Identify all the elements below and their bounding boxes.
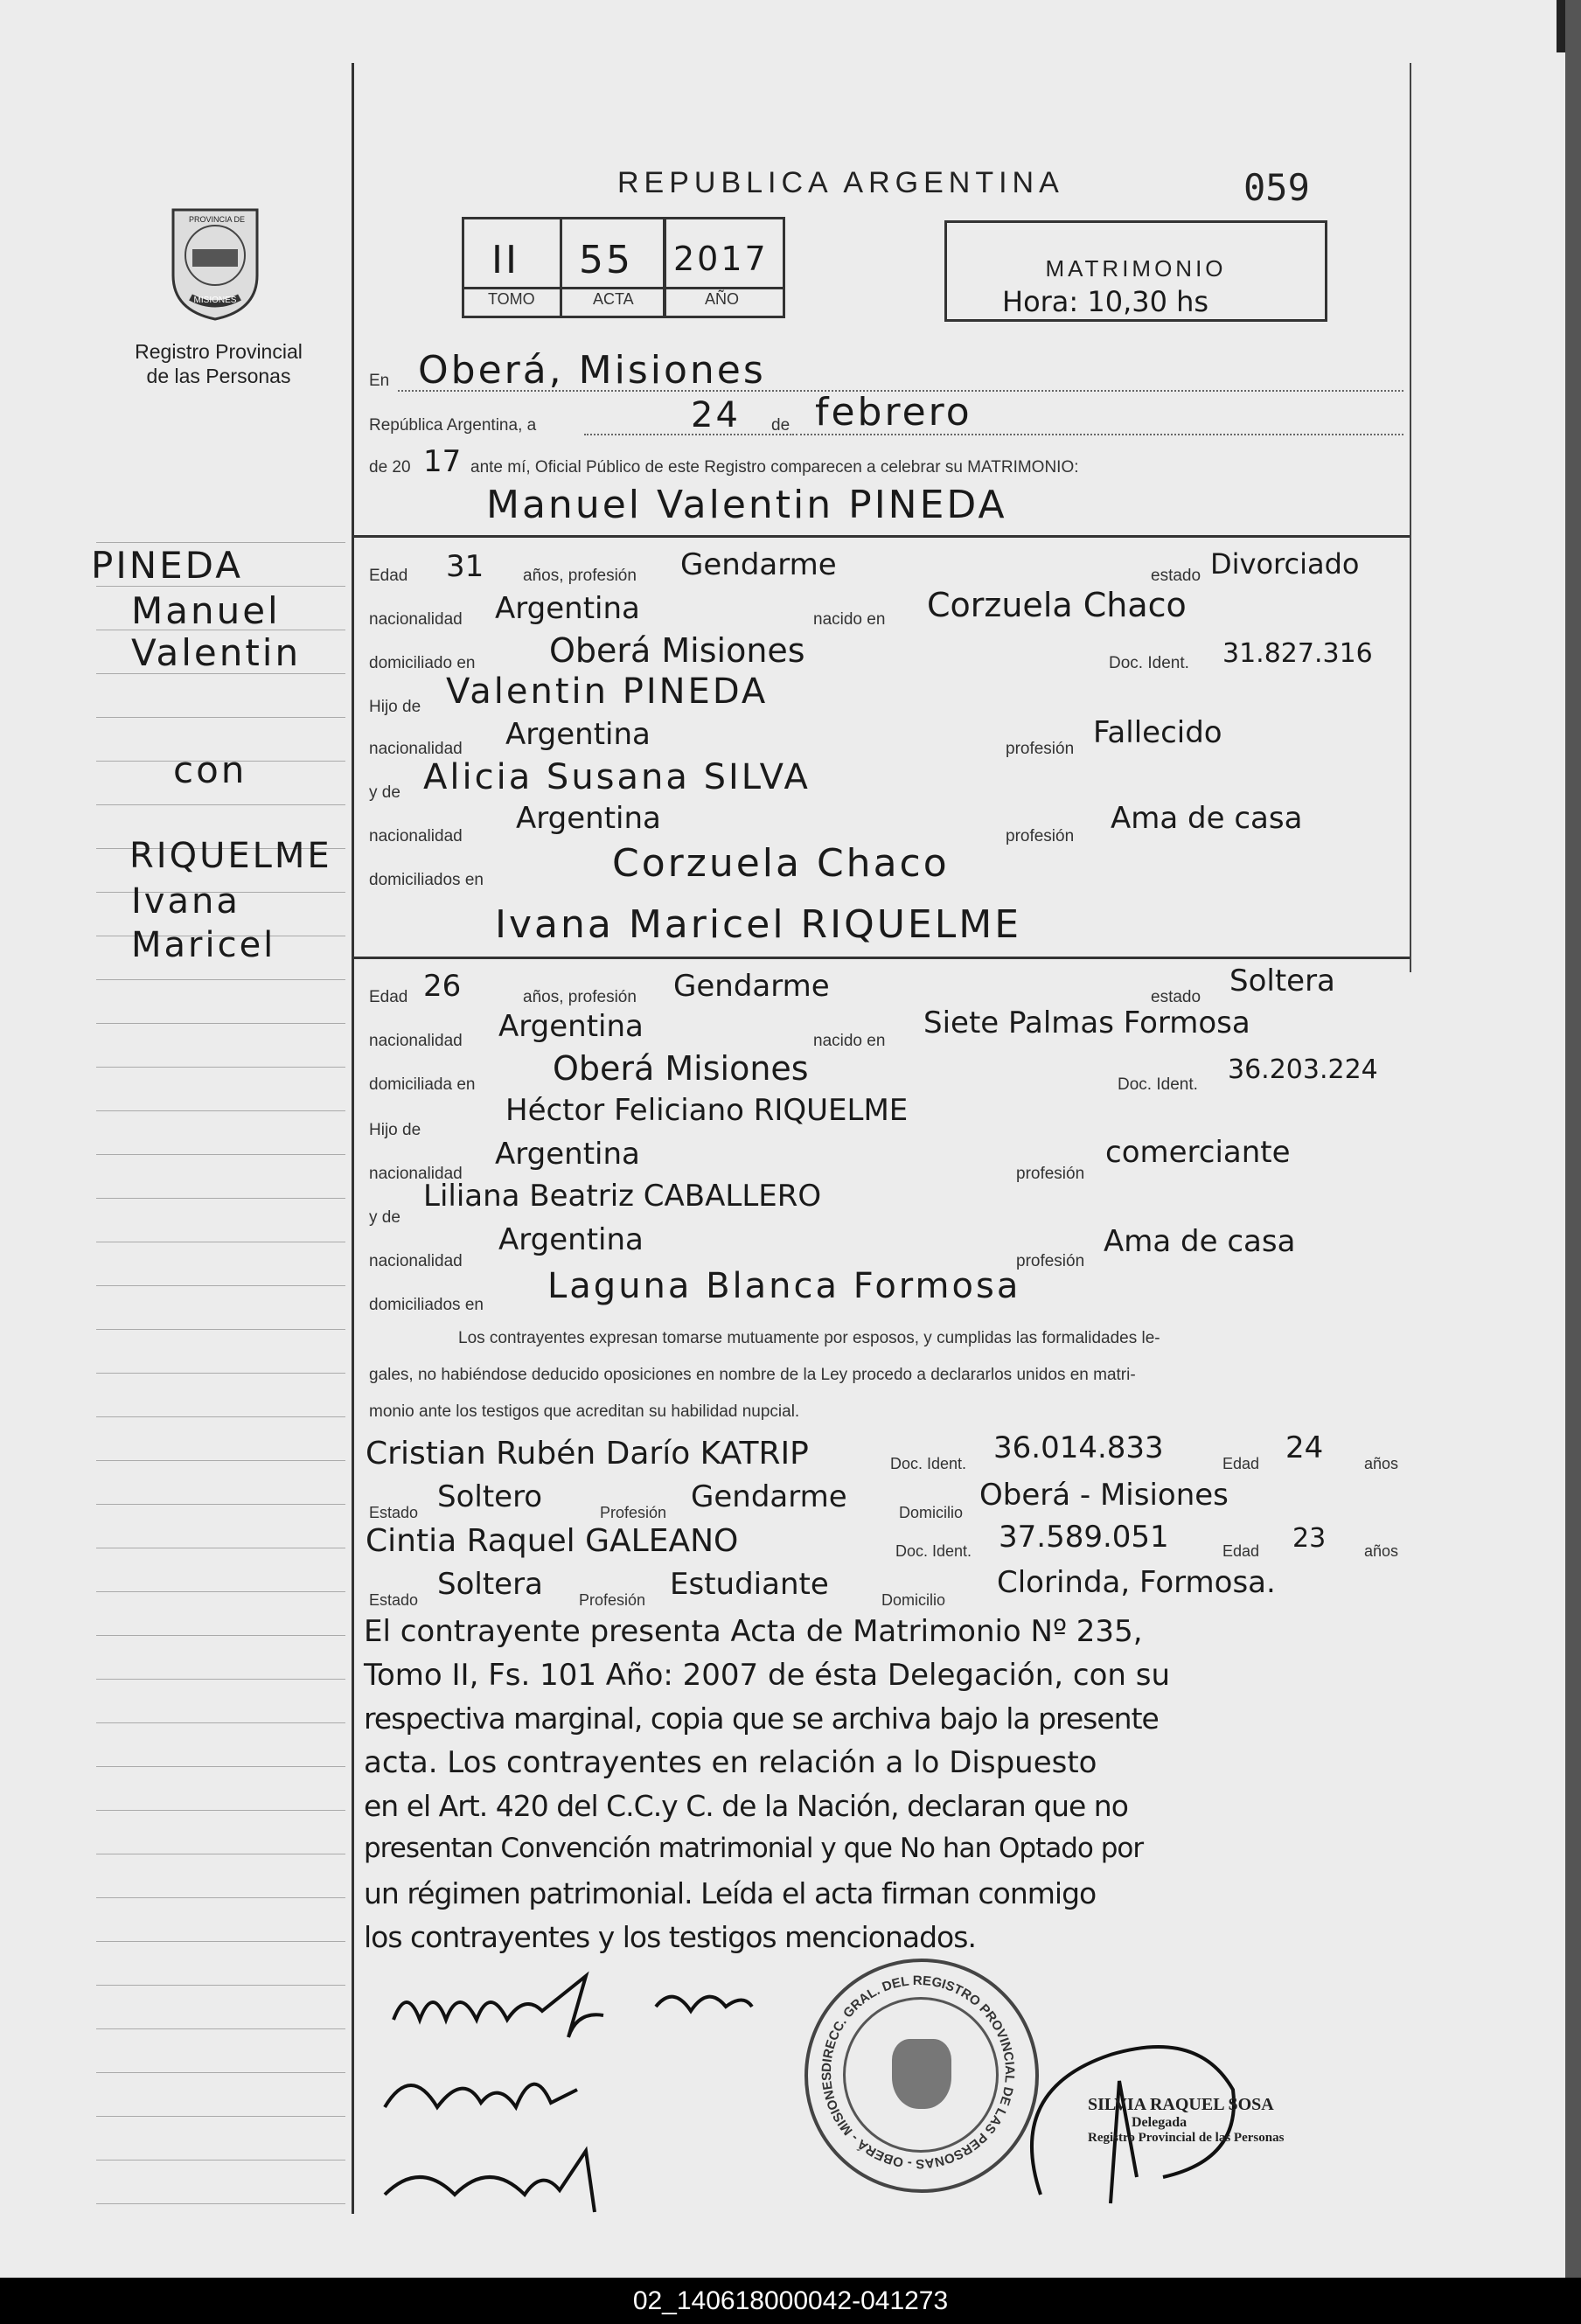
bride-doc-label: Doc. Ident. <box>1118 1075 1198 1094</box>
witness2-domicile: Clorinda, Formosa. <box>997 1565 1276 1600</box>
bride-section-rule <box>354 957 1410 959</box>
tomo-value: II <box>491 238 519 282</box>
witness-signature <box>385 2151 595 2212</box>
groom-nationality-label: nacionalidad <box>369 610 463 629</box>
binding-edge <box>1565 0 1581 2278</box>
groom-mother-nationality: Argentina <box>516 801 661 836</box>
margin-ruled-line <box>96 717 345 718</box>
margin-divider <box>352 63 354 2214</box>
margin-ruled-line <box>96 1635 345 1636</box>
witness1-doc-label: Doc. Ident. <box>890 1455 967 1472</box>
margin-ruled-line <box>96 1110 345 1111</box>
bride-nationality-label: nacionalidad <box>369 1032 463 1050</box>
folio-number: 059 <box>1243 166 1310 209</box>
bride-mother-nat-label: nacionalidad <box>369 1252 463 1270</box>
bride-edad-label: Edad <box>369 988 408 1006</box>
groom-domicile: Oberá Misiones <box>549 631 805 670</box>
margin-bride-name1: Ivana <box>131 881 240 922</box>
margin-ruled-line <box>96 804 345 805</box>
witness1-edad-label: Edad <box>1222 1455 1260 1472</box>
province-emblem <box>156 201 275 324</box>
registry-name-line2: de las Personas <box>146 365 291 387</box>
year-prefix: de 20 <box>369 458 411 477</box>
groom-birthplace-label: nacido en <box>813 610 886 629</box>
groom-birthplace: Corzuela Chaco <box>927 586 1187 624</box>
margin-ruled-line <box>96 979 345 980</box>
margin-bride-name2: Maricel <box>131 925 276 965</box>
groom-age: 31 <box>446 549 484 584</box>
margin-ruled-line <box>96 1897 345 1898</box>
acta-label: ACTA <box>593 290 634 308</box>
groom-doc-label: Doc. Ident. <box>1109 654 1189 672</box>
note-line: respectiva marginal, copia que se archiva bajo la presente <box>364 1701 1159 1736</box>
witness2-edad-label: Edad <box>1222 1542 1260 1560</box>
matrimonio-label: MATRIMONIO <box>1045 255 1227 282</box>
witness1-civil-status: Soltero <box>437 1479 543 1514</box>
bride-full-name: Ivana Maricel RIQUELME <box>495 902 1021 947</box>
bride-nationality: Argentina <box>498 1009 644 1044</box>
day-line <box>584 434 794 435</box>
bride-parents-domicile: Laguna Blanca Formosa <box>547 1266 1021 1306</box>
ceremony-hour: Hora: 10,30 hs <box>1002 285 1209 318</box>
groom-father: Valentin PINEDA <box>446 671 769 712</box>
margin-groom-name2: Valentin <box>131 631 302 674</box>
official-stamp <box>1088 2095 1350 2146</box>
image-code-footer: 02_140618000042-041273 <box>0 2278 1581 2324</box>
declaration-line1: Los contrayentes expresan tomarse mutuamente por esposos, y cumplidas las formalidades le- <box>458 1329 1160 1347</box>
bride-anos-label: años, profesión <box>523 988 637 1006</box>
margin-ruled-line <box>96 1198 345 1199</box>
witness2-civil-status: Soltera <box>437 1567 543 1602</box>
bride-estado-label: estado <box>1151 988 1201 1006</box>
groom-mother-profession: Ama de casa <box>1111 801 1303 836</box>
year-suffix: 17 <box>423 444 462 479</box>
intro-month: febrero <box>815 390 972 435</box>
margin-ruled-line <box>96 1722 345 1723</box>
bride-father-prof-label: profesión <box>1016 1165 1085 1183</box>
margin-ruled-line <box>96 1329 345 1330</box>
registry-name-line1: Registro Provincial <box>135 340 303 363</box>
margin-ruled-line <box>96 1985 345 1986</box>
witness1-age: 24 <box>1285 1430 1324 1465</box>
bride-father-nationality: Argentina <box>495 1137 640 1172</box>
bride-domicile: Oberá Misiones <box>553 1049 809 1088</box>
seal-ring-text <box>808 1962 1028 2182</box>
emblem-bottom-text: MISIONES <box>193 296 237 305</box>
svg-text:DIRECC. GRAL. DEL REGISTRO PRO <box>819 1973 1017 2171</box>
margin-ruled-line <box>96 2072 345 2073</box>
margin-ruled-line <box>96 1941 345 1942</box>
margin-groom-name1: Manuel <box>131 589 281 632</box>
bride-mother-prof-label: profesión <box>1016 1252 1085 1270</box>
witness2-estado-label: Estado <box>369 1591 419 1609</box>
margin-ruled-line <box>96 2203 345 2204</box>
acta-value: 55 <box>579 238 633 282</box>
tomo-label: TOMO <box>488 290 535 308</box>
witness2-doc: 37.589.051 <box>999 1520 1169 1555</box>
emblem-top-text: PROVINCIA DE <box>188 215 245 224</box>
margin-ruled-line <box>96 2028 345 2029</box>
groom-mother-label: y de <box>369 783 400 802</box>
witness1-domicilio-label: Domicilio <box>899 1504 964 1521</box>
witness1-name: Cristian Rubén Darío KATRIP <box>366 1436 809 1472</box>
registry-name <box>114 339 324 388</box>
bride-parents-dom-label: domiciliados en <box>369 1296 484 1314</box>
en-label: En <box>369 372 390 390</box>
groom-father-label: Hijo de <box>369 698 421 716</box>
bride-signature <box>385 2084 577 2107</box>
groom-full-name: Manuel Valentin PINEDA <box>486 483 1007 527</box>
ano-label: AÑO <box>705 290 740 308</box>
margin-ruled-line <box>96 542 345 543</box>
margin-connector: con <box>173 748 247 791</box>
seal-text: DIRECC. GRAL. DEL REGISTRO PROVINCIAL DE LAS PERSONAS - OBERÁ - MISIONES <box>818 1973 1018 2172</box>
margin-bride-surname: RIQUELME <box>129 836 332 876</box>
margin-ruled-line <box>96 1285 345 1286</box>
witness1-estado-label: Estado <box>369 1504 419 1521</box>
witness2-profession: Estudiante <box>670 1567 829 1602</box>
groom-edad-label: Edad <box>369 567 408 585</box>
margin-ruled-line <box>96 1460 345 1461</box>
bride-birthplace-label: nacido en <box>813 1032 886 1050</box>
note-line: un régimen patrimonial. Leída el acta firman conmigo <box>364 1876 1097 1910</box>
witness2-name: Cintia Raquel GALEANO <box>366 1523 739 1559</box>
right-border <box>1410 63 1411 972</box>
witness1-anos-label: años <box>1364 1455 1399 1472</box>
bride-domicile-label: domiciliada en <box>369 1075 476 1094</box>
ano-value: 2017 <box>673 240 769 278</box>
bride-mother-nationality: Argentina <box>498 1222 644 1257</box>
bride-father-profession: comerciante <box>1105 1135 1291 1170</box>
document-title: REPUBLICA ARGENTINA <box>617 166 1064 199</box>
margin-ruled-line <box>96 1504 345 1505</box>
witness2-age: 23 <box>1292 1523 1327 1554</box>
witness2-domicilio-label: Domicilio <box>881 1591 946 1609</box>
groom-mother-nat-label: nacionalidad <box>369 827 463 845</box>
bride-doc: 36.203.224 <box>1228 1054 1378 1085</box>
witness1-domicile: Oberá - Misiones <box>979 1478 1229 1513</box>
groom-profession: Gendarme <box>680 547 837 582</box>
margin-ruled-line <box>96 2116 345 2117</box>
groom-father-profession: Fallecido <box>1093 715 1222 750</box>
bride-mother-profession: Ama de casa <box>1104 1224 1296 1259</box>
margin-ruled-line <box>96 1154 345 1155</box>
note-line: El contrayente presenta Acta de Matrimonio Nº 235, <box>364 1614 1143 1649</box>
official-role: Delegada <box>1132 2115 1187 2130</box>
republica-label: República Argentina, a <box>369 416 537 435</box>
margin-ruled-line <box>96 1766 345 1767</box>
record-box-divider-1 <box>560 217 562 316</box>
groom-parents-domicile: Corzuela Chaco <box>612 841 950 886</box>
witness2-doc-label: Doc. Ident. <box>895 1542 972 1560</box>
bride-father-label: Hijo de <box>369 1121 421 1139</box>
margin-ruled-line <box>96 1810 345 1811</box>
witness1-profesion-label: Profesión <box>600 1504 667 1521</box>
bride-father-nat-label: nacionalidad <box>369 1165 463 1183</box>
margin-ruled-line <box>96 1373 345 1374</box>
groom-estado-label: estado <box>1151 567 1201 585</box>
margin-ruled-line <box>96 1023 345 1024</box>
witness1-doc: 36.014.833 <box>993 1430 1164 1465</box>
groom-father-nationality: Argentina <box>505 717 651 752</box>
note-line: Tomo II, Fs. 101 Año: 2007 de ésta Delegación, con su <box>364 1658 1171 1693</box>
groom-anos-label: años, profesión <box>523 567 637 585</box>
groom-mother-prof-label: profesión <box>1006 827 1075 845</box>
witness2-profesion-label: Profesión <box>579 1591 646 1609</box>
note-line: en el Art. 420 del C.C.y C. de la Nación, declaran que no <box>364 1789 1128 1823</box>
margin-ruled-line <box>96 1591 345 1592</box>
margin-groom-surname: PINEDA <box>91 544 244 587</box>
registry-seal <box>804 1959 1039 2193</box>
witness1-profession: Gendarme <box>691 1479 847 1514</box>
groom-parents-dom-label: domiciliados en <box>369 871 484 889</box>
note-line: presentan Convención matrimonial y que No han Optado por <box>364 1833 1144 1864</box>
bride-birthplace: Siete Palmas Formosa <box>923 1005 1250 1040</box>
groom-mother: Alicia Susana SILVA <box>423 757 811 797</box>
intro-text: ante mí, Oficial Público de este Registro comparecen a celebrar su MATRIMONIO: <box>470 458 1079 477</box>
groom-father-prof-label: profesión <box>1006 740 1075 758</box>
bride-mother-label: y de <box>369 1208 400 1227</box>
margin-ruled-line <box>96 1067 345 1068</box>
declaration-line3: monio ante los testigos que acreditan su habilidad nupcial. <box>369 1402 800 1421</box>
intro-de-label: de <box>771 416 790 435</box>
intro-place: Oberá, Misiones <box>418 348 766 393</box>
groom-father-nat-label: nacionalidad <box>369 740 463 758</box>
witness2-anos-label: años <box>1364 1542 1399 1560</box>
bride-profession: Gendarme <box>673 969 830 1004</box>
record-box-label-row <box>462 287 783 289</box>
note-line: acta. Los contrayentes en relación a lo Dispuesto <box>364 1745 1097 1780</box>
groom-domicile-label: domiciliado en <box>369 654 476 672</box>
groom-signature <box>394 1976 752 2037</box>
margin-ruled-line <box>96 1416 345 1417</box>
bride-age: 26 <box>423 969 462 1004</box>
declaration-line2: gales, no habiéndose deducido oposiciones en nombre de la Ley procedo a declararlos unidos en matri- <box>369 1366 1136 1384</box>
note-line: los contrayentes y los testigos mencionados. <box>364 1920 976 1954</box>
groom-civil-status: Divorciado <box>1210 547 1360 581</box>
groom-nationality: Argentina <box>495 591 640 626</box>
intro-day: 24 <box>691 395 741 435</box>
groom-doc: 31.827.316 <box>1222 638 1373 669</box>
official-name: SILVIA RAQUEL SOSA <box>1088 2095 1274 2114</box>
bride-father: Héctor Feliciano RIQUELME <box>505 1093 909 1128</box>
bride-mother: Liliana Beatriz CABALLERO <box>423 1179 822 1214</box>
groom-section-rule <box>354 535 1410 538</box>
notes-block <box>364 1614 1413 1964</box>
margin-ruled-line <box>96 1679 345 1680</box>
official-org: Registro Provincial de las Personas <box>1088 2131 1285 2145</box>
bride-civil-status: Soltera <box>1229 964 1335 998</box>
